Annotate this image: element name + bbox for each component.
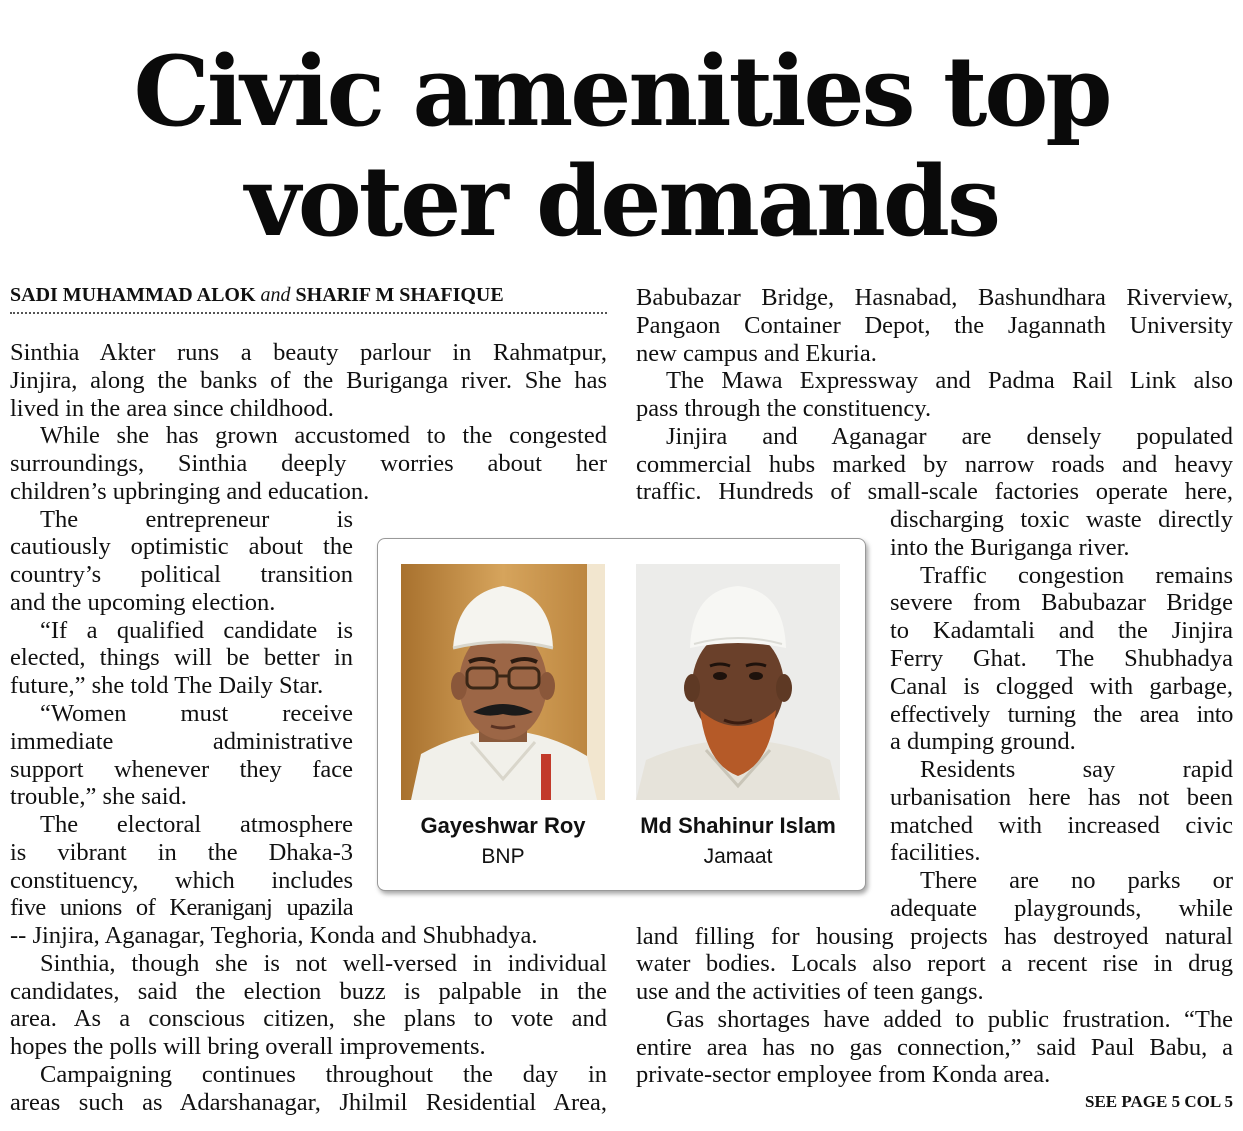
col2-line: Residents say rapid	[920, 756, 1233, 783]
col2-line: use and the activities of teen gangs.	[636, 978, 984, 1005]
candidate-name-1: Gayeshwar Roy	[420, 813, 586, 838]
col2-line: The Mawa Expressway and Padma Rail Link also	[666, 367, 1233, 394]
candidate-photo-md-shahinur-islam	[636, 564, 840, 800]
col2-line: to Kadamtali and the Jinjira	[890, 617, 1233, 644]
col1-line: elected, things will be better in	[10, 644, 353, 671]
col1-line: support whenever they face	[10, 756, 353, 783]
col1-line: The entrepreneur is	[40, 506, 353, 533]
col1-line: “Women must receive	[40, 700, 353, 727]
col1-line: immediate administrative	[10, 728, 353, 755]
byline-author-2: SHARIF M SHAFIQUE	[295, 284, 504, 306]
col1-line: Sinthia, though she is not well-versed in individual	[40, 950, 607, 977]
col2-line: pass through the constituency.	[636, 395, 932, 422]
col2-line: Traffic congestion remains	[920, 562, 1233, 589]
byline	[10, 284, 607, 314]
headline-line-2: voter demands	[244, 145, 999, 258]
jump-line: SEE PAGE 5 COL 5	[1085, 1092, 1233, 1111]
col1-line: future,” she told The Daily Star.	[10, 672, 324, 699]
col2-line: a dumping ground.	[890, 728, 1076, 755]
col1-line: five unions of Keraniganj upazila	[10, 894, 353, 921]
col2-line: severe from Babubazar Bridge	[890, 589, 1233, 616]
headline-line-1: Civic amenities top	[133, 35, 1110, 148]
col1-line: Campaigning continues throughout the day in	[40, 1061, 607, 1088]
col1-line: children’s upbringing and education.	[10, 478, 370, 505]
col1-line: candidates, said the election buzz is palpable in the	[10, 978, 607, 1005]
candidate-party-1: BNP	[481, 845, 525, 868]
col2-line: land filling for housing projects has destroyed natural	[636, 923, 1233, 950]
col2-line: discharging toxic waste directly	[890, 506, 1233, 533]
col1-line: hopes the polls will bring overall improvements.	[10, 1033, 486, 1060]
col2-line: into the Buriganga river.	[890, 534, 1130, 561]
col1-line: trouble,” she said.	[10, 783, 187, 810]
col1-line: -- Jinjira, Aganagar, Teghoria, Konda and Shubhadya.	[10, 922, 538, 949]
col2-line: Gas shortages have added to public frustration. “The	[666, 1006, 1233, 1033]
col2-line: effectively turning the area into	[890, 701, 1233, 728]
col2-line: Canal is clogged with garbage,	[890, 673, 1233, 700]
col1-line: country’s political transition	[10, 561, 353, 588]
col2-line: water bodies. Locals also report a recent rise in drug	[636, 950, 1233, 977]
col1-line: and the upcoming election.	[10, 589, 276, 616]
col2-line: Ferry Ghat. The Shubhadya	[890, 645, 1233, 672]
col1-line: area. As a conscious citizen, she plans to vote and	[10, 1005, 607, 1032]
col1-line: cautiously optimistic about the	[10, 533, 353, 560]
candidates-box	[377, 538, 866, 891]
col2-line: Jinjira and Aganagar are densely populated	[666, 423, 1233, 450]
col2-line: facilities.	[890, 839, 981, 866]
col1-line: “If a qualified candidate is	[40, 617, 353, 644]
col2-line: Pangaon Container Depot, the Jagannath University	[636, 312, 1233, 339]
col1-line: lived in the area since childhood.	[10, 395, 334, 422]
col1-line: is vibrant in the Dhaka-3	[10, 839, 353, 866]
col2-line: There are no parks or	[920, 867, 1233, 894]
candidate-party-2: Jamaat	[703, 845, 773, 868]
col2-line: new campus and Ekuria.	[636, 340, 877, 367]
col1-line: Jinjira, along the banks of the Buriganga river. She has	[10, 367, 607, 394]
col2-line: private-sector employee from Konda area.	[636, 1061, 1051, 1088]
col1-line: surroundings, Sinthia deeply worries about her	[10, 450, 607, 477]
candidate-photo-gayeshwar-roy	[401, 564, 605, 800]
col1-line: areas such as Adarshanagar, Jhilmil Residential Area,	[10, 1089, 607, 1116]
col2-line: entire area has no gas connection,” said Paul Babu, a	[636, 1034, 1233, 1061]
col1-line: constituency, which includes	[10, 867, 353, 894]
byline-author-1: SADI MUHAMMAD ALOK	[10, 284, 256, 306]
candidate-name-2: Md Shahinur Islam	[640, 813, 836, 838]
col1-line: Sinthia Akter runs a beauty parlour in Rahmatpur,	[10, 339, 607, 366]
col2-line: traffic. Hundreds of small-scale factories operate here,	[636, 478, 1233, 505]
byline-connector: and	[260, 284, 291, 306]
col2-line: matched with increased civic	[890, 812, 1233, 839]
col2-line: adequate playgrounds, while	[890, 895, 1233, 922]
col1-line: While she has grown accustomed to the congested	[40, 422, 607, 449]
col2-line: Babubazar Bridge, Hasnabad, Bashundhara Riverview,	[636, 284, 1233, 311]
col2-line: urbanisation here has not been	[890, 784, 1233, 811]
col2-line: commercial hubs marked by narrow roads and heavy	[636, 451, 1233, 478]
col1-line: The electoral atmosphere	[40, 811, 353, 838]
